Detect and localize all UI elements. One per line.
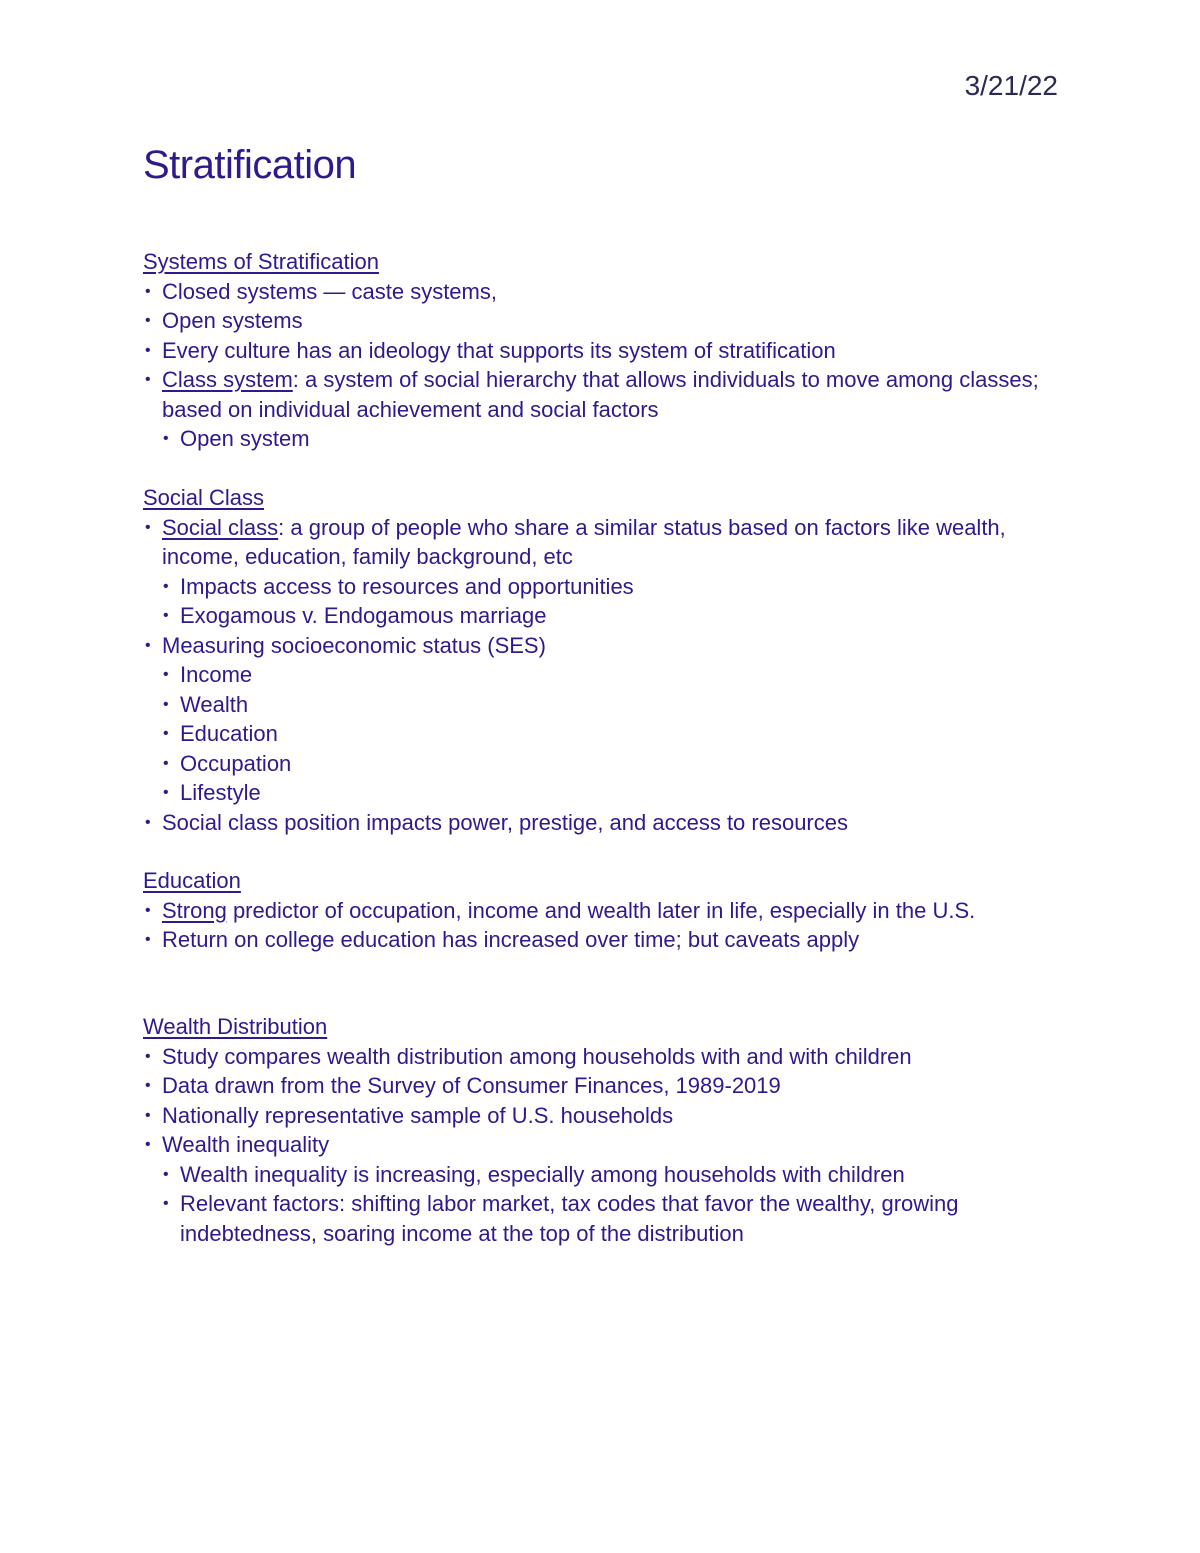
item-text: Wealth inequality is increasing, especially among households with children: [180, 1161, 905, 1187]
bullet-icon: •: [145, 901, 151, 919]
list-item: [143, 336, 1063, 366]
bullet-icon: •: [163, 607, 169, 624]
item-text: Open systems: [162, 308, 303, 333]
section-heading: Education: [143, 868, 241, 893]
sub-list-item: [161, 572, 1063, 602]
list-item: [143, 277, 1063, 307]
bullet-icon: •: [145, 1106, 151, 1124]
sub-list-item: [161, 749, 1063, 779]
term: Strong: [162, 897, 227, 923]
bullet-icon: •: [163, 695, 169, 713]
item-text: Study compares wealth distribution among households with and with children: [162, 1043, 912, 1069]
section-heading: Wealth Distribution: [143, 1014, 328, 1039]
bullet-icon: •: [163, 754, 169, 772]
item-text: predictor of occupation, income and wealth later in life, especially in the U.S.: [226, 897, 976, 923]
bullet-icon: •: [145, 1136, 151, 1153]
item-text: Income: [180, 662, 253, 687]
bullet-icon: •: [145, 931, 151, 948]
section-heading: Systems of Stratification: [143, 249, 379, 274]
list-item: [143, 365, 1063, 424]
sub-list-item: [161, 1160, 1063, 1190]
item-text: Open system: [180, 426, 310, 451]
sub-list-item: [161, 719, 1063, 749]
section-social-class: [143, 483, 1063, 837]
bullet-icon: •: [145, 341, 151, 359]
bullet-icon: •: [145, 636, 151, 654]
item-text: Occupation: [180, 750, 292, 776]
sub-list-item: [161, 690, 1063, 720]
section-systems-of-stratification: [143, 247, 1063, 454]
item-text: Relevant factors: shifting labor market, tax codes that favor the wealthy, growing indebtedness, soaring income at the top of the distribution: [180, 1191, 959, 1246]
bullet-icon: •: [145, 312, 151, 329]
sub-list-item: [161, 660, 1063, 690]
section-wealth-distribution: [143, 1012, 1063, 1248]
bullet-icon: •: [145, 518, 151, 536]
list-item: [143, 1130, 1063, 1160]
list-item: [143, 925, 1063, 955]
item-text: Exogamous v. Endogamous marriage: [180, 603, 547, 628]
item-text: Measuring socioeconomic status (SES): [162, 632, 546, 658]
item-text: Education: [180, 721, 278, 746]
bullet-icon: •: [145, 1047, 151, 1065]
section-heading: Social Class: [143, 485, 265, 510]
bullet-list: [143, 277, 1063, 454]
item-text: Lifestyle: [180, 780, 261, 805]
sub-list-item: [161, 1189, 1063, 1248]
item-text: Wealth: [180, 691, 249, 717]
bullet-icon: •: [163, 430, 169, 447]
term: Class system: [162, 367, 293, 392]
item-text: Return on college education has increased over time; but caveats apply: [162, 927, 860, 952]
list-item: [143, 808, 1063, 838]
bullet-icon: •: [163, 725, 169, 742]
item-text: : a group of people who share a similar status based on factors like wealth, income, education, family background, etc: [162, 514, 1006, 569]
bullet-icon: •: [145, 1077, 151, 1094]
bullet-icon: •: [163, 784, 169, 801]
list-item: [143, 1101, 1063, 1131]
list-item: [143, 1071, 1063, 1101]
list-item: [143, 896, 1063, 926]
list-item: [143, 513, 1063, 572]
bullet-icon: •: [163, 666, 169, 683]
sub-list-item: [161, 601, 1063, 631]
bullet-icon: •: [163, 577, 169, 595]
item-text: Closed systems — caste systems,: [162, 278, 497, 304]
sub-list-item: [161, 424, 1063, 454]
bullet-icon: •: [163, 1165, 169, 1183]
bullet-list: [143, 513, 1063, 838]
page-title: Stratification: [143, 143, 357, 187]
sub-list-item: [161, 778, 1063, 808]
term: Social class: [162, 514, 279, 540]
item-text: Nationally representative sample of U.S. households: [162, 1102, 674, 1128]
bullet-icon: •: [145, 371, 151, 388]
list-item: [143, 1042, 1063, 1072]
item-text: Every culture has an ideology that supports its system of stratification: [162, 337, 836, 363]
section-education: [143, 866, 1063, 955]
list-item: [143, 631, 1063, 661]
bullet-list: [143, 1042, 1063, 1249]
note-date: 3/21/22: [964, 70, 1058, 101]
bullet-icon: •: [145, 282, 151, 300]
list-item: [143, 306, 1063, 336]
item-text: Social class position impacts power, prestige, and access to resources: [162, 809, 848, 835]
item-text: Impacts access to resources and opportunities: [180, 573, 634, 599]
bullet-icon: •: [145, 813, 151, 831]
bullet-icon: •: [163, 1195, 169, 1212]
item-text: Wealth inequality: [162, 1132, 330, 1157]
bullet-list: [143, 896, 1063, 955]
item-text: : a system of social hierarchy that allows individuals to move among classes; based on individual achievement and social factors: [162, 367, 1039, 422]
item-text: Data drawn from the Survey of Consumer Finances, 1989-2019: [162, 1073, 781, 1098]
